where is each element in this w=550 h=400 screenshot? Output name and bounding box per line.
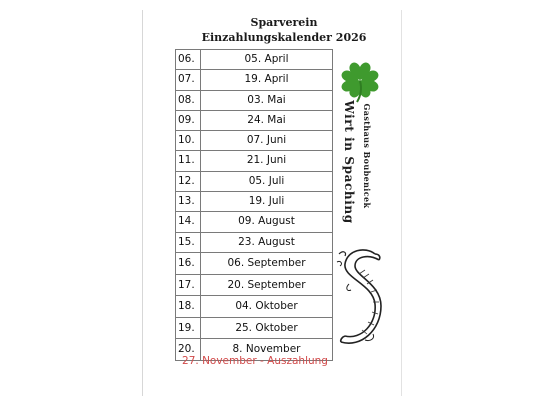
payment-calendar-table: [175, 49, 333, 361]
row-date: 24. Mai: [247, 113, 286, 126]
row-date: 8. November: [232, 343, 301, 356]
table-row: [176, 253, 332, 275]
row-number: 12.: [176, 172, 201, 191]
table-row: [176, 192, 332, 212]
row-date: 19. Juli: [248, 195, 285, 208]
row-date: 09. August: [238, 215, 295, 228]
row-number: 09.: [176, 111, 201, 130]
row-date: 19. April: [244, 73, 289, 86]
payout-entry: 27. November - Auszahlung: [182, 355, 328, 367]
table-row: [176, 212, 332, 232]
table-row: [176, 131, 332, 151]
table-row: [176, 296, 332, 318]
table-row: [176, 318, 332, 340]
table-row: [176, 151, 332, 171]
row-date: 05. April: [244, 53, 289, 65]
row-date: 07. Juni: [246, 134, 287, 147]
row-number: 16.: [176, 253, 201, 274]
row-date: 20. September: [227, 278, 306, 291]
row-number: 18.: [176, 296, 201, 317]
row-number: 06.: [176, 50, 201, 69]
row-number: 11.: [176, 151, 201, 170]
table-row: [176, 91, 332, 111]
decorative-s-logo: [335, 244, 387, 354]
row-number: 17.: [176, 275, 201, 296]
row-date: 06. September: [227, 256, 306, 269]
side-text-line2: Wirt in Spaching: [342, 100, 356, 224]
row-date: 25. Oktober: [235, 321, 298, 334]
table-row: [176, 111, 332, 131]
four-leaf-clover-icon: [337, 58, 383, 104]
header-title: Sparverein: [250, 16, 318, 29]
table-row: [176, 50, 332, 70]
row-date: 21. Juni: [246, 154, 287, 167]
table-row: [176, 233, 332, 253]
row-number: 15.: [176, 233, 201, 252]
row-number: 14.: [176, 212, 201, 231]
row-number: 13.: [176, 192, 201, 211]
table-row: [176, 70, 332, 90]
row-number: 08.: [176, 91, 201, 110]
row-number: 19.: [176, 318, 201, 339]
row-date: 23. August: [238, 235, 295, 248]
row-number: 07.: [176, 70, 201, 89]
row-number: 20.: [176, 339, 201, 360]
row-number: 10.: [176, 131, 201, 150]
header-subtitle: Einzahlungskalender 2026: [201, 31, 367, 44]
table-row: [176, 172, 332, 192]
row-date: 03. Mai: [247, 93, 286, 106]
table-row: [176, 275, 332, 297]
row-date: 05. Juli: [248, 174, 285, 187]
row-date: 04. Oktober: [235, 300, 298, 313]
side-text-line1: Gasthaus Boubenicek: [362, 103, 372, 209]
